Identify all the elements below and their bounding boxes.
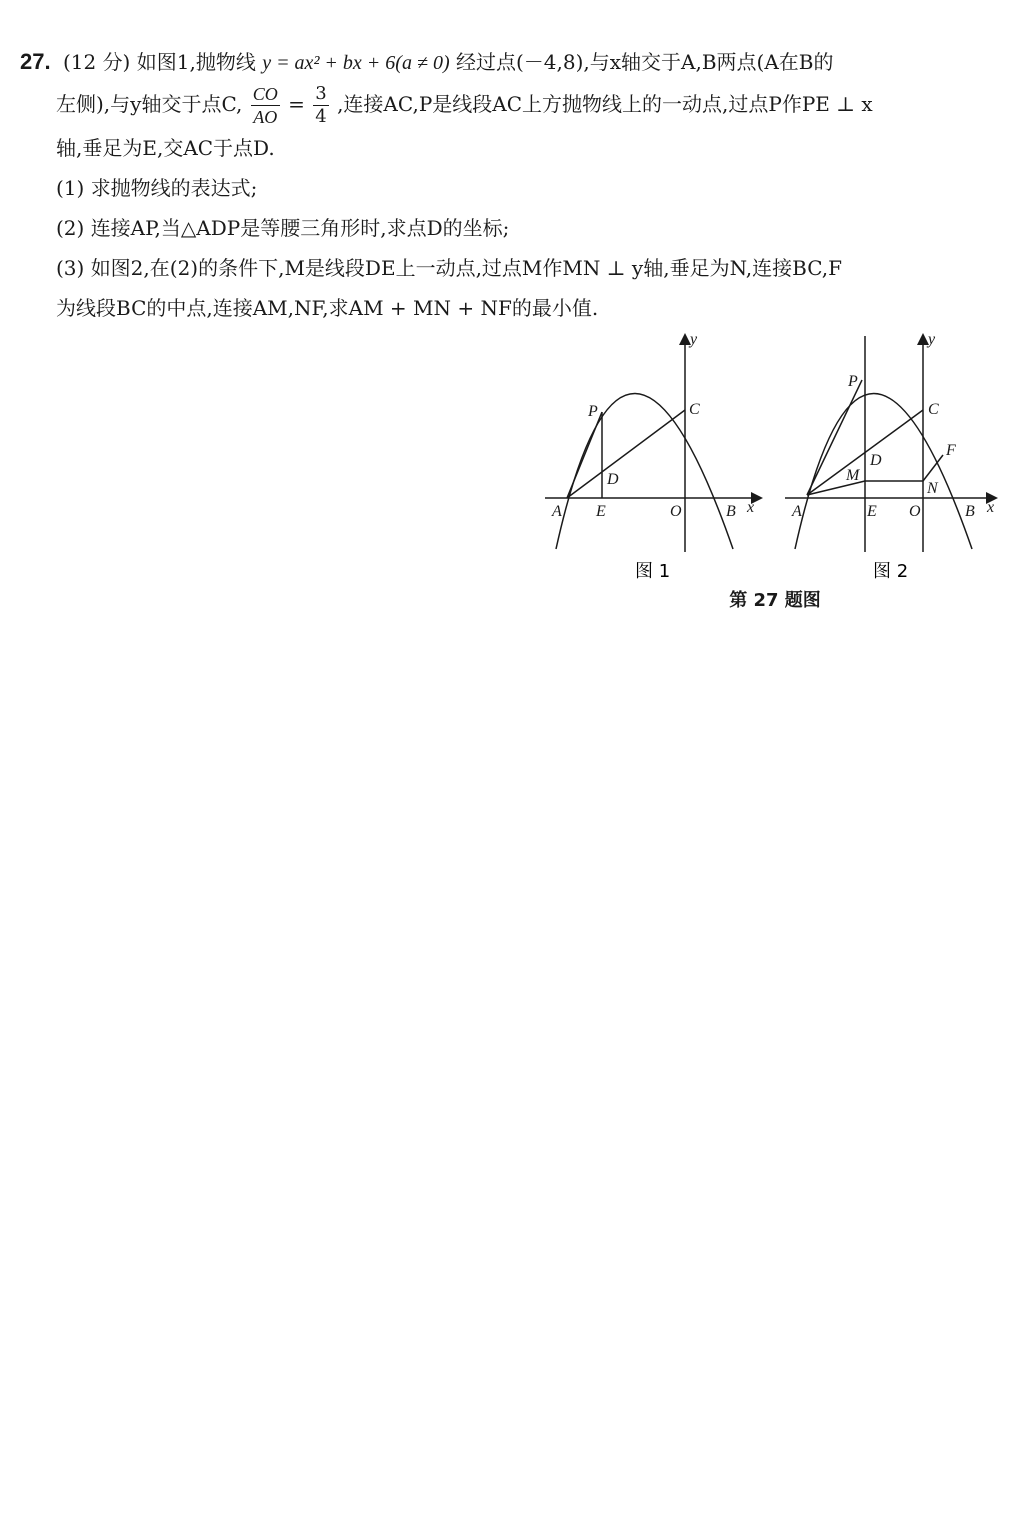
problem-27 — [20, 42, 1010, 328]
fig2-label-c: C — [928, 401, 939, 418]
fig1-parabola — [556, 394, 733, 550]
question-2: (2) 连接AP,当△ADP是等腰三角形时,求点D的坐标; — [56, 216, 510, 240]
problem-line-1 — [20, 42, 1010, 83]
parabola-equation: y = ax² + bx + 6(a ≠ 0) — [262, 52, 450, 74]
problem-intro: 如图1,抛物线 — [136, 50, 256, 74]
fig1-label-a: A — [552, 503, 562, 520]
figures-svg — [540, 330, 1010, 580]
fig2-label-d: D — [870, 452, 882, 469]
fig2-label-f: F — [946, 442, 956, 459]
fig2-label-y: y — [928, 331, 936, 348]
fig1-label-y: y — [690, 331, 698, 348]
problem-line-2-b: ,连接AC,P是线段AC上方抛物线上的一动点,过点P作PE ⊥ x — [337, 92, 873, 116]
question-1: (1) 求抛物线的表达式; — [56, 176, 258, 200]
problem-line-3: 轴,垂足为E,交AC于点D. — [56, 136, 275, 160]
fig1-caption: 图 1 — [635, 561, 671, 580]
fig2-label-e: E — [867, 503, 877, 520]
fig2-label-x: x — [987, 499, 995, 516]
question-3-line-1: (3) 如图2,在(2)的条件下,M是线段DE上一动点,过点M作MN ⊥ y轴,垂足为N,连接BC,F — [56, 256, 843, 280]
figure-group-caption: 第 27 题图 — [729, 590, 821, 611]
ratio-fraction — [251, 83, 280, 128]
fig2-label-b: B — [965, 503, 975, 520]
fig1-label-c: C — [689, 401, 700, 418]
fig2-label-m: M — [846, 467, 860, 484]
fig2-label-a: A — [792, 503, 802, 520]
fig1-label-o: O — [670, 503, 682, 520]
figure-group — [540, 330, 1010, 620]
equals-sign: = — [288, 92, 305, 116]
ratio-value — [313, 83, 328, 128]
problem-line-2-a: 左侧),与y轴交于点C, — [56, 92, 243, 116]
question-3-line-2: 为线段BC的中点,连接AM,NF,求AM + MN + NF的最小值. — [56, 296, 599, 320]
problem-score: (12 分) — [62, 50, 131, 74]
fig2-caption: 图 2 — [873, 561, 909, 580]
fig1-label-b: B — [726, 503, 736, 520]
ratio-value-denominator: 4 — [315, 106, 327, 127]
fig1-label-e: E — [596, 503, 606, 520]
fig1-label-d: D — [607, 471, 619, 488]
fig2-label-p: P — [848, 373, 858, 390]
fig2-label-n: N — [927, 480, 938, 497]
problem-line-2 — [20, 83, 1010, 128]
fraction-denominator: AO — [253, 107, 278, 127]
fig2-label-o: O — [909, 503, 921, 520]
fig1-label-x: x — [747, 499, 755, 516]
figure-2 — [785, 336, 995, 552]
problem-number: 27. — [20, 49, 51, 74]
fig1-label-p: P — [588, 403, 598, 420]
fig2-parabola — [795, 394, 972, 550]
fraction-numerator: CO — [252, 84, 278, 104]
ratio-value-numerator: 3 — [315, 83, 327, 104]
fig1-labels — [551, 331, 754, 520]
problem-line-1-rest: 经过点(－4,8),与x轴交于A,B两点(A在B的 — [455, 50, 834, 74]
